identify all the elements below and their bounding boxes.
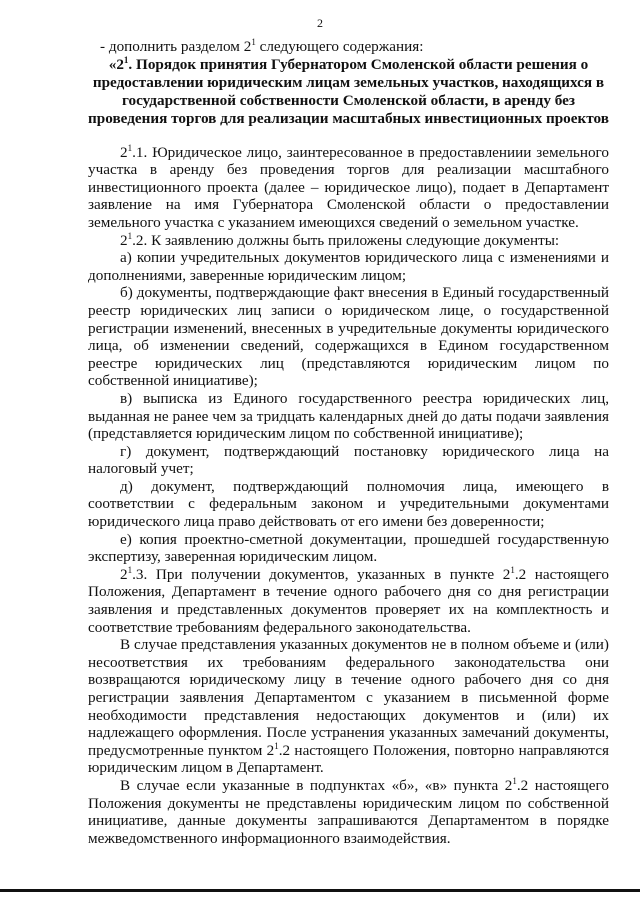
document-body [88,38,609,847]
list-item-b: б) документы, подтверждающие факт внесения в Единый государственный реестр юридических лиц записи о юридическом лице, о государственной регистрации изменений, внесенных в учредительные документы юридического лица, об изменении сведений, содержащихся в Едином государственном реестре юридических лиц (представляются юридическим лицом по собственной инициативе); [88,284,609,390]
paragraph-incomplete-docs [88,636,609,777]
paragraph-2-1-1 [88,144,609,232]
clause-text: .1. Юридическое лицо, заинтересованное в предоставлениии земельного участка в аренду без проведения торгов для реализации масштабного инвестиционного проекта (далее – юридическое лицо), подает в Департамент заявление на имя Губернатора Смоленской области о предоставлении земельного участка с указанием имеющихся сведений о земельном участке. [88,143,609,231]
list-item-a: а) копии учредительных документов юридического лица с изменениями и дополнениями, заверенные юридическим лицом; [88,249,609,284]
clause-text-continued: .2 настоящего Положения, Департамент в течение одного рабочего дня со дня регистрации заявления и представленных документов проверяет их на комплектность и соответствие требованиям федерального законодательства. [88,565,610,636]
heading-superscript: 1 [123,54,129,65]
list-item-e: е) копия проектно-сметной документации, прошедшей государственную экспертизу, заверенная юридическим лицом. [88,530,609,566]
section-heading [88,56,609,128]
clause-superscript: 1 [127,142,133,153]
reference-superscript: 1 [512,775,517,786]
clause-number: 2 [120,565,128,583]
clause-superscript: 1 [127,564,133,575]
list-item-d: д) документ, подтверждающий полномочия лица, имеющего в соответствии с федеральным законом и учредительными документами юридического лица право действовать от его имени без доверенности; [88,477,609,531]
intro-superscript: 1 [251,37,256,47]
reference-superscript: 1 [510,564,515,575]
clause-text: .3. При получении документов, указанных в пункте 2 [132,565,511,583]
page-number: 2 [317,16,323,30]
reference-superscript: 1 [274,740,279,751]
intro-text: - дополнить разделом 2 [100,38,252,55]
paragraph-text: В случае если указанные в подпунктах «б», «в» пункта 2 [120,776,513,794]
heading-text: . Порядок принятия Губернатором Смоленской области решения о предоставлении юридическим лицам земельных участков, находящихся в государственной собственности Смоленской области, в аренду без проведения торгов для реализации масштабных инвестиционных проектов [88,55,609,127]
paragraph-interagency-request [88,777,609,847]
list-item-g: г) документ, подтверждающий постановку юридического лица на налоговый учет; [88,442,609,478]
paragraph-text: В случае представления указанных документов не в полном объеме и (или) несоответствия их требованиям федерального законодательства они возвращаются юридическому лицу в течение одного рабочего дня со дня регистрации заявления Департаментом с указанием в письменной форме необходимости представления недостающих документов и (или) их надлежащего оформления. После устранения указанных замечаний документы, предусмотренные пунктом 2 [88,636,609,759]
paragraph-text-continued: .2 настоящего Положения документы не представлены юридическим лицом по собственной инициативе, данные документы запрашиваются Департаментом в порядке межведомственного информационного взаимодействия. [88,776,609,847]
clause-number: 2 [120,143,128,161]
list-item-v: в) выписка из Единого государственного реестра юридических лиц, выданная не ранее чем за тридцать календарных дней до даты подачи заявления (представляется юридическим лицом по собственной инициативе); [88,389,609,443]
paragraph-2-1-3 [88,566,609,636]
clause-text: .2. К заявлению должны быть приложены следующие документы: [132,231,560,249]
heading-prefix: «2 [108,55,124,73]
bottom-border-line [0,889,640,892]
intro-text-end: следующего содержания: [255,38,424,55]
paragraph-text-continued: .2 настоящего Положения, повторно направляются юридическим лицом в Департамент. [88,741,609,777]
intro-line [88,38,609,56]
clause-superscript: 1 [127,230,133,241]
clause-number: 2 [120,231,128,249]
paragraph-2-1-2 [88,232,609,250]
